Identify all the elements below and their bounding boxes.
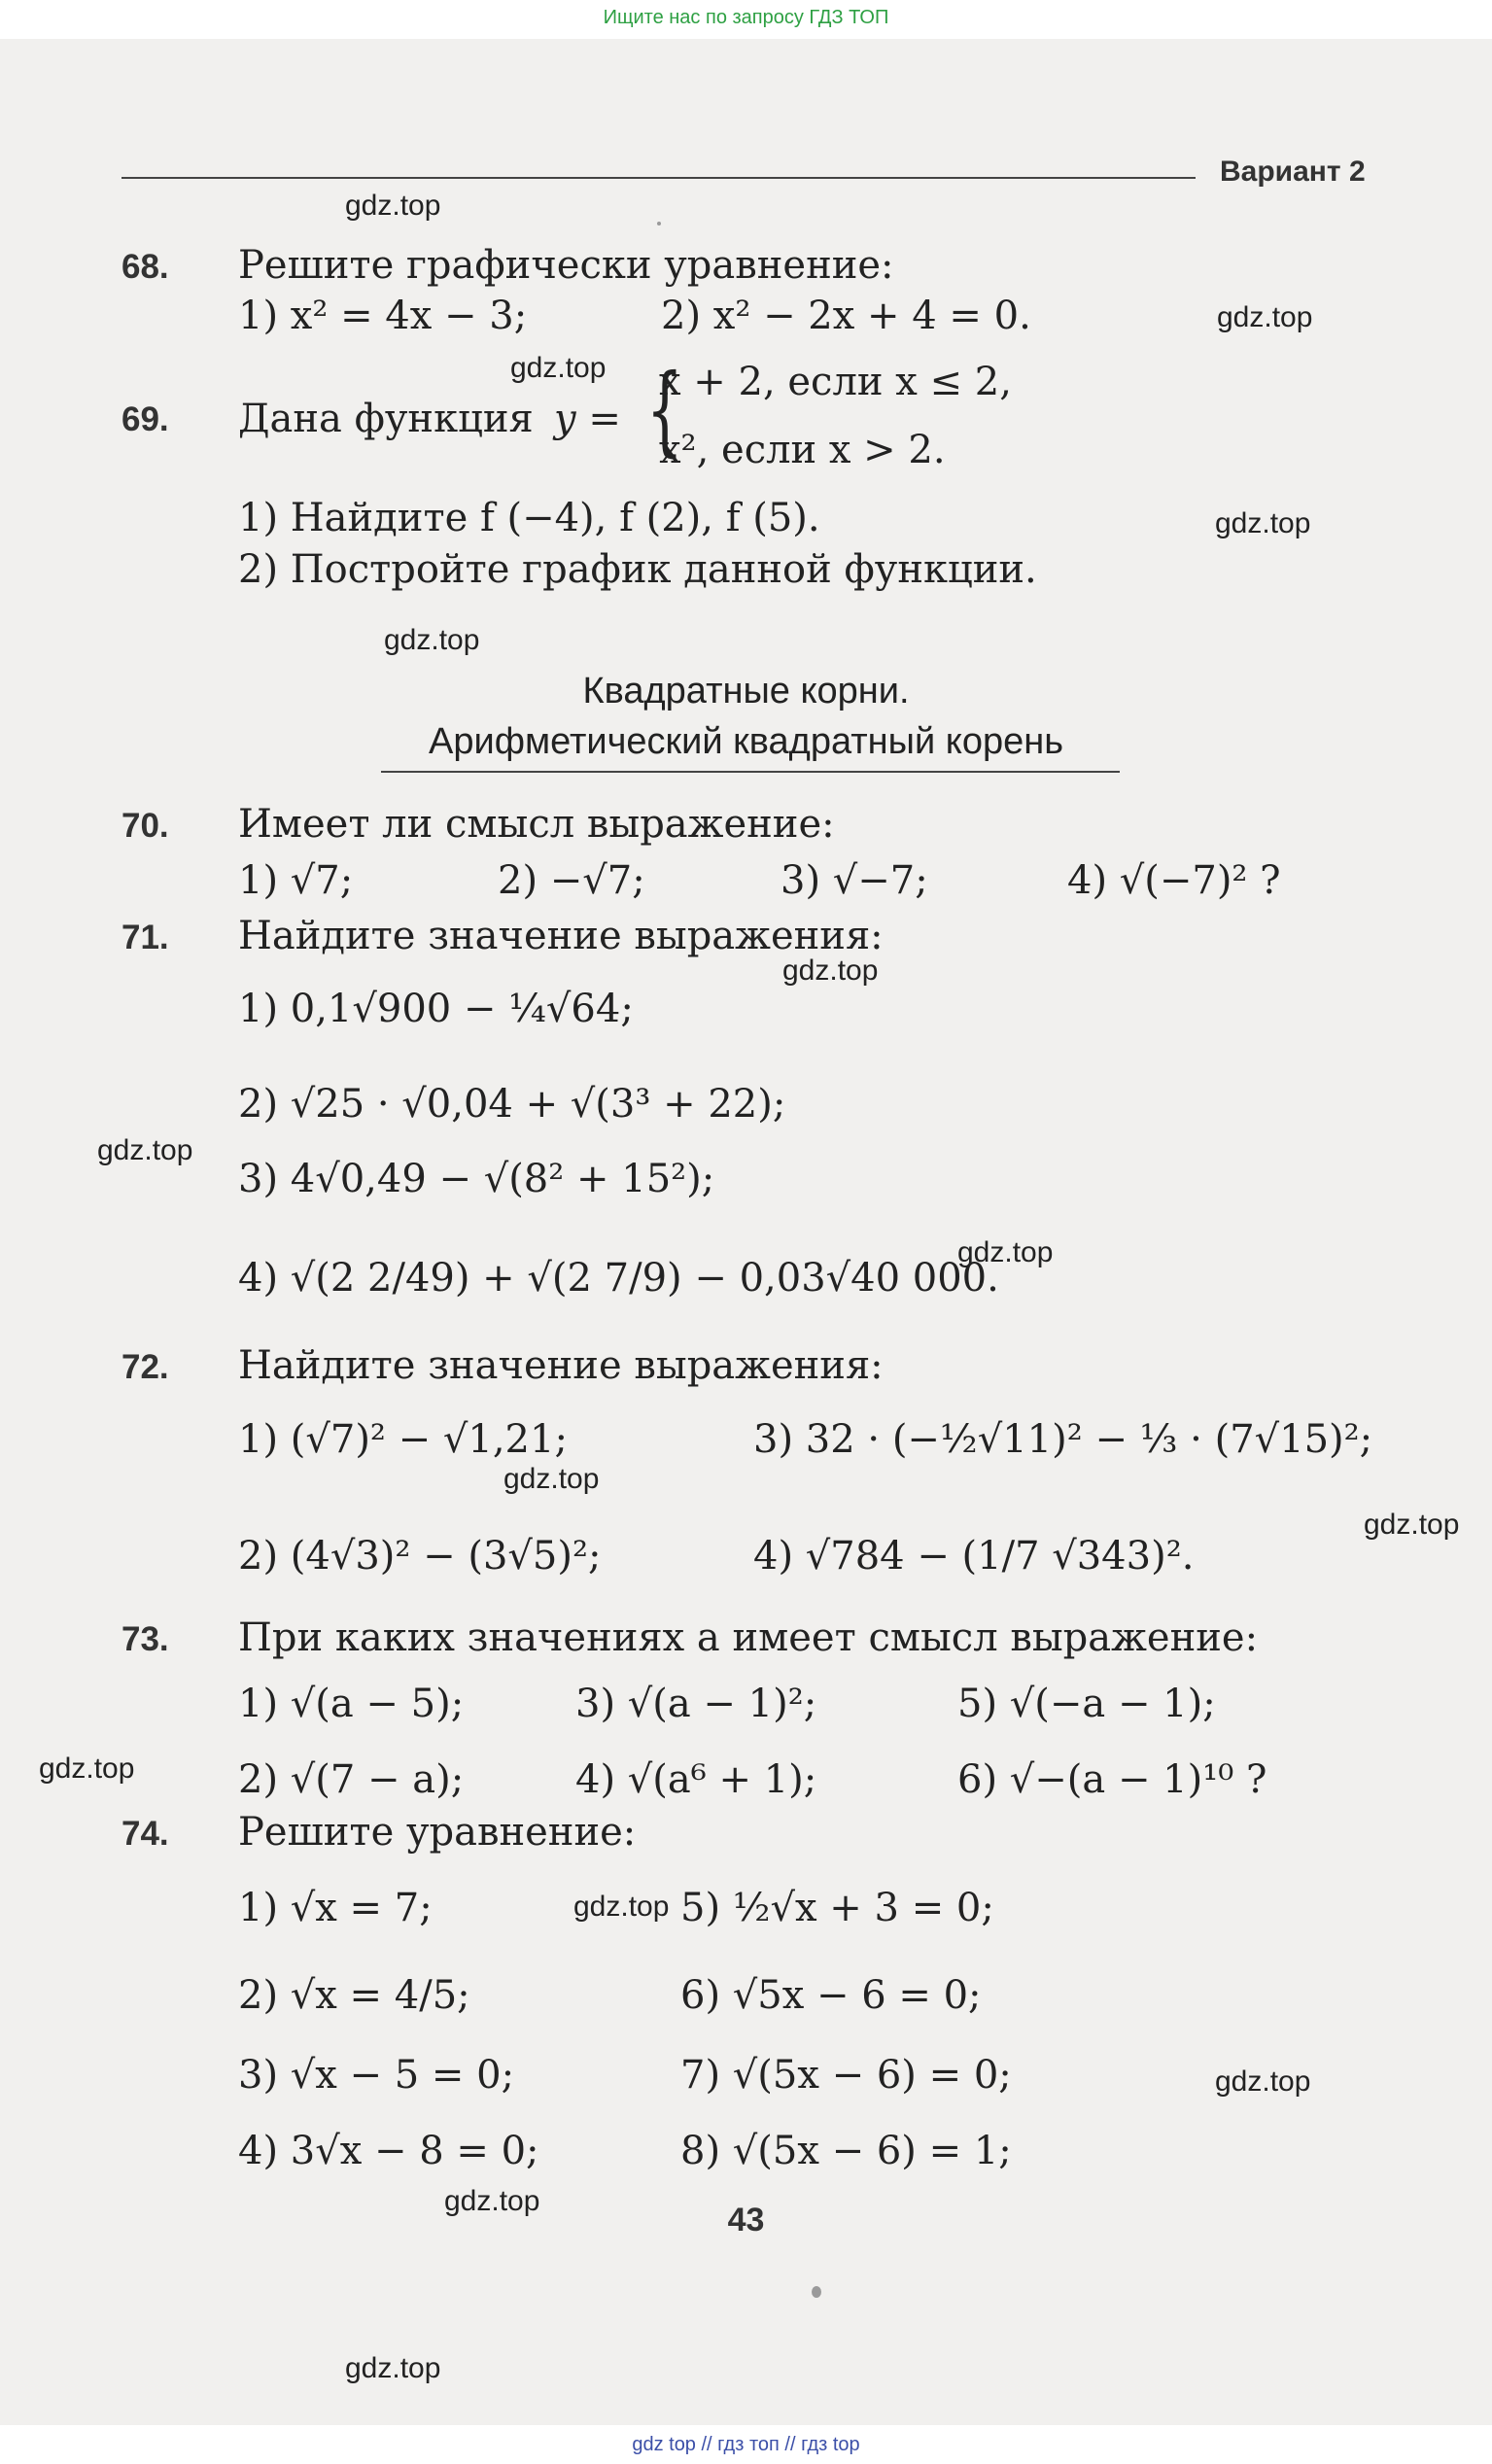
section-subtitle: Арифметический квадратный корень: [428, 721, 1063, 762]
section-underline: [381, 771, 1120, 773]
piecewise-case: x + 2, если x ≤ 2,: [659, 360, 1012, 404]
problem-number: 71.: [121, 919, 169, 956]
watermark: gdz.top: [1215, 507, 1311, 539]
problem-item: 1) Найдите f (−4), f (2), f (5).: [238, 496, 820, 540]
problem-item: 6) √5x − 6 = 0;: [680, 1973, 982, 2018]
watermark: gdz.top: [510, 352, 607, 384]
problem-item: 1) √7;: [238, 858, 354, 903]
page-number: 43: [727, 2202, 765, 2238]
bottom-banner[interactable]: gdz top // гдз топ // гдз top: [0, 2425, 1492, 2464]
watermark: gdz.top: [345, 190, 441, 222]
watermark: gdz.top: [1215, 2065, 1311, 2098]
problem-text: Найдите значение выражения:: [238, 1343, 884, 1388]
problem-item: 2) −√7;: [498, 858, 645, 903]
problem-number: 68.: [121, 248, 169, 286]
watermark: gdz.top: [782, 954, 879, 987]
problem-item: 7) √(5x − 6) = 0;: [680, 2053, 1012, 2098]
problem-item: 3) √−7;: [781, 858, 928, 903]
section-title: Квадратные корни.: [582, 671, 910, 711]
watermark: gdz.top: [384, 624, 480, 656]
problem-text: При каких значениях a имеет смысл выражение:: [238, 1615, 1259, 1660]
watermark: gdz.top: [39, 1753, 135, 1785]
problem-item: 4) √(−7)² ?: [1067, 858, 1281, 903]
watermark: gdz.top: [957, 1236, 1054, 1268]
ink-smudge: [812, 2286, 821, 2298]
problem-item: 8) √(5x − 6) = 1;: [680, 2129, 1012, 2173]
problem-item: 3) 32 · (−½√11)² − ⅓ · (7√15)²;: [753, 1417, 1373, 1462]
problem-item: 4) √784 − (1/7 √343)².: [753, 1534, 1195, 1579]
problem-number: 73.: [121, 1620, 169, 1658]
problem-item: 4) √(2 2/49) + √(2 7/9) − 0,03√40 000.: [238, 1256, 999, 1301]
watermark: gdz.top: [503, 1463, 600, 1495]
problem-item: 2) √25 · √0,04 + √(3³ + 22);: [238, 1082, 786, 1127]
problem-item: 5) √(−a − 1);: [957, 1682, 1216, 1726]
problem-item: 2) x² − 2x + 4 = 0.: [661, 294, 1031, 338]
problem-item: 1) (√7)² − √1,21;: [238, 1417, 568, 1462]
problem-item: 5) ½√x + 3 = 0;: [680, 1886, 994, 1930]
problem-item: 3) √(a − 1)²;: [575, 1682, 817, 1726]
problem-item: 1) √x = 7;: [238, 1886, 433, 1930]
problem-text: Решите уравнение:: [238, 1810, 637, 1855]
problem-item: 4) √(a⁶ + 1);: [575, 1757, 817, 1802]
problem-item: 2) √(7 − a);: [238, 1757, 465, 1802]
watermark: gdz.top: [1364, 1509, 1460, 1541]
problem-item: 2) Постройте график данной функции.: [238, 547, 1037, 592]
problem-item: 3) 4√0,49 − √(8² + 15²);: [238, 1157, 715, 1201]
problem-item: 1) x² = 4x − 3;: [238, 294, 528, 338]
header-rule: [121, 177, 1196, 179]
watermark: gdz.top: [97, 1134, 193, 1166]
problem-item: 3) √x − 5 = 0;: [238, 2053, 515, 2098]
problem-number: 74.: [121, 1815, 169, 1853]
problem-number: 70.: [121, 807, 169, 845]
problem-item: 6) √−(a − 1)¹⁰ ?: [957, 1757, 1267, 1802]
problem-item: 2) (4√3)² − (3√5)²;: [238, 1534, 602, 1579]
watermark: gdz.top: [573, 1891, 670, 1923]
piecewise-case: x², если x > 2.: [659, 428, 946, 472]
watermark: gdz.top: [345, 2352, 441, 2384]
variant-label: Вариант 2: [1220, 156, 1366, 188]
problem-number: 69.: [121, 400, 169, 438]
watermark: gdz.top: [444, 2185, 540, 2217]
problem-text: Найдите значение выражения:: [238, 914, 884, 958]
watermark: gdz.top: [1217, 301, 1313, 333]
problem-text: Имеет ли смысл выражение:: [238, 802, 835, 847]
problem-text: Решите графически уравнение:: [238, 243, 894, 288]
problem-text: Дана функция: [238, 397, 534, 441]
problem-item: 1) 0,1√900 − ¼√64;: [238, 987, 634, 1031]
problem-item: 4) 3√x − 8 = 0;: [238, 2129, 539, 2173]
problem-number: 72.: [121, 1348, 169, 1386]
function-label: y =: [554, 397, 621, 441]
top-banner[interactable]: Ищите нас по запросу ГДЗ ТОП: [0, 0, 1492, 39]
ink-speck: [657, 222, 661, 226]
problem-item: 1) √(a − 5);: [238, 1682, 465, 1726]
problem-item: 2) √x = 4/5;: [238, 1973, 470, 2018]
piecewise-brace: {: [645, 353, 683, 467]
